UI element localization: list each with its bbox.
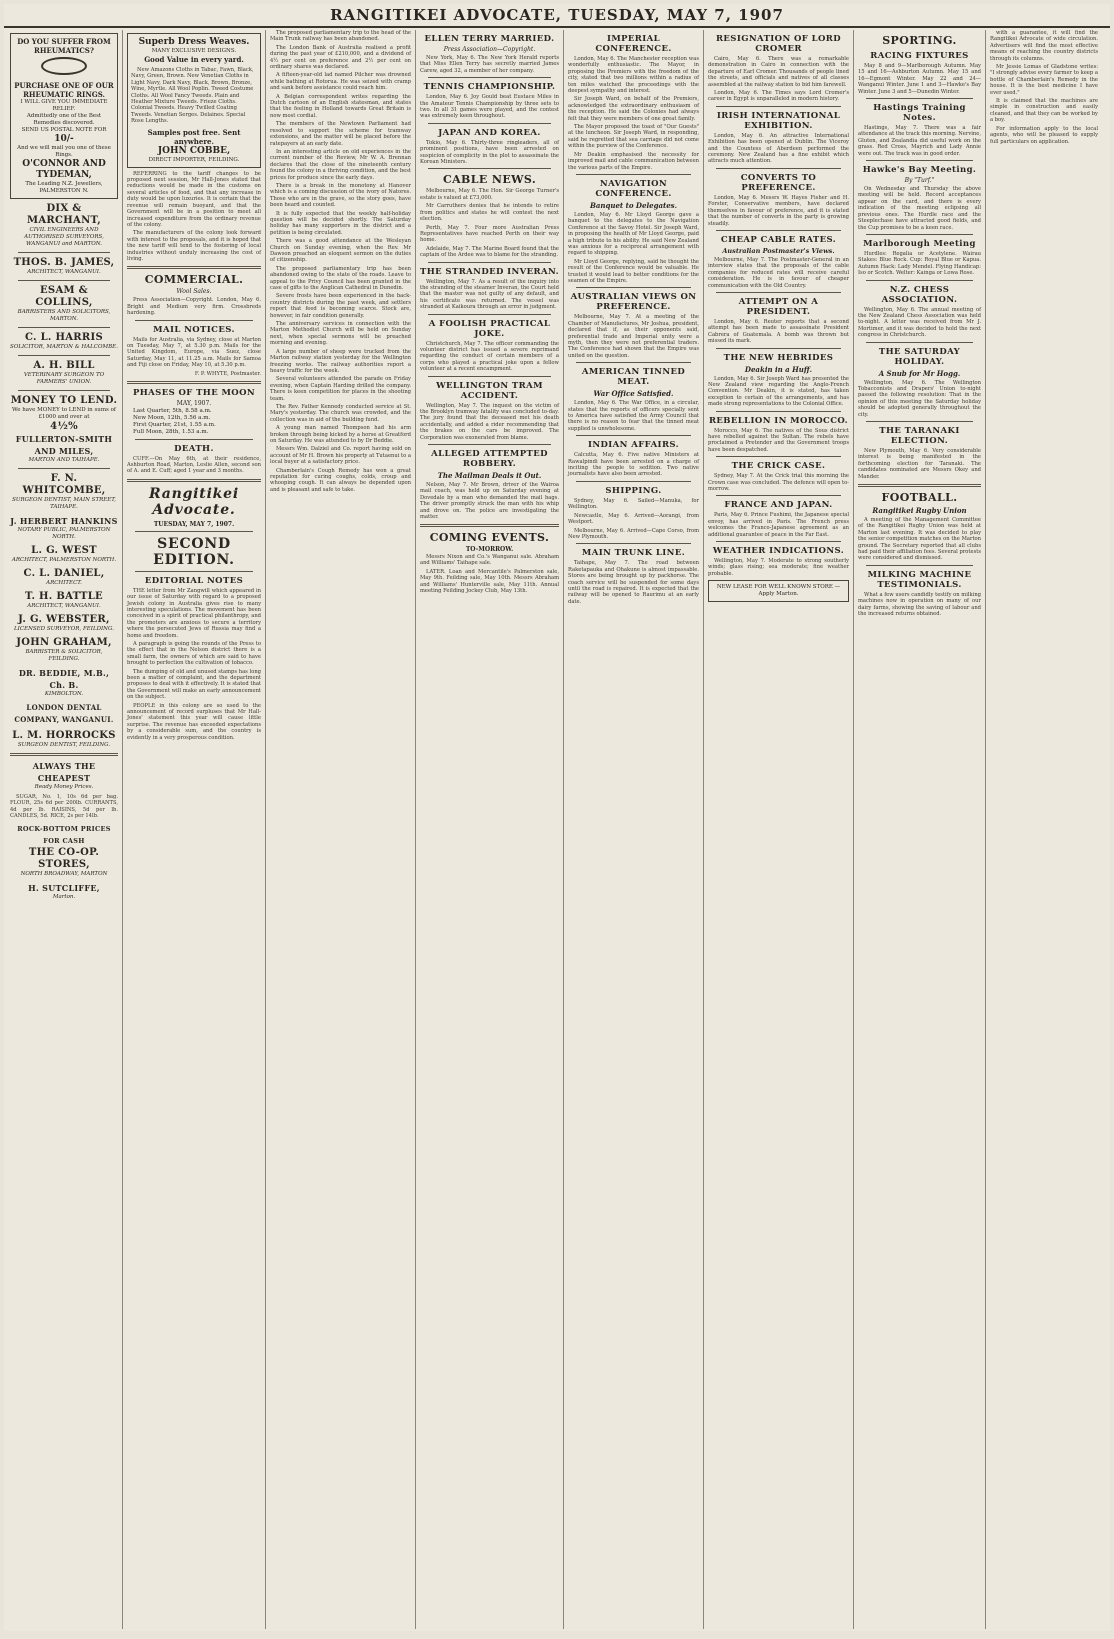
card-name: FULLERTON-SMITH AND MILES, bbox=[15, 434, 113, 456]
indian-affairs-heading: INDIAN AFFAIRS. bbox=[587, 440, 679, 451]
racing-fixtures-heading: RACING FIXTURES bbox=[870, 51, 969, 61]
card-sub: ARCHITECT. bbox=[46, 580, 82, 586]
money-rate: 4½% bbox=[50, 421, 78, 432]
divider bbox=[428, 168, 551, 169]
taranaki-body: New Plymouth, May 6. Very considerable interest is being manifested in the forthcoming election for Taranaki. The candidates nominated are Messrs Okey and Mander. bbox=[858, 448, 981, 480]
football-heading: FOOTBALL. bbox=[881, 491, 958, 505]
holiday-sub: A Snub for Mr Hogg. bbox=[878, 368, 961, 378]
divider bbox=[866, 234, 973, 235]
divider bbox=[127, 479, 261, 482]
second-edition: SECOND EDITION. bbox=[153, 535, 235, 568]
card-name: ROCK-BOTTOM PRICES FOR CASH bbox=[17, 824, 111, 845]
divider bbox=[135, 531, 253, 532]
navigation-sub: Banquet to Delegates. bbox=[589, 200, 678, 210]
cable-rates-heading: CHEAP CABLE RATES. bbox=[720, 234, 837, 245]
cable-news-heading: CABLE NEWS. bbox=[442, 173, 537, 187]
newspaper-page bbox=[4, 4, 1110, 1631]
ad-line: Good Value in every yard. bbox=[144, 55, 244, 64]
card-sub: SURGEON DENTIST, MAIN STREET, TAIHAPE. bbox=[12, 497, 116, 510]
card-sub: NOTARY PUBLIC, PALMERSTON NORTH. bbox=[17, 527, 111, 540]
rheumatic-ring-ad bbox=[10, 33, 118, 199]
ad-sub: MANY EXCLUSIVE DESIGNS. bbox=[151, 48, 237, 54]
divider bbox=[716, 230, 841, 231]
divider bbox=[428, 376, 551, 377]
cromer-heading: RESIGNATION OF LORD CROMER bbox=[715, 34, 842, 54]
editorial-body: THE letter from Mr Zangwill which appeared in our issue of Saturday with regard to a proposed Jewish colony in Australia gives rise to many interesting speculations. The movement has been conceived in a spirit of practical philanthropy, and the promoters are anxious to secure a territory where the persecuted Jews of Russia may find a home and freedom. A paragraph is going the rounds of the Press to the effect that in the Nelson district there is a small farm, the owners of which are said to have brought to perfection the cultivation of tobacco. The dumping of old and unused stamps has long been a matter of complaint, and the department proposes to deal with it effectively. It is stated that the Government will make an early announcement on the subject. PEOPLE in this colony are so used to the announcement of record surpluses that Mr Hall-Jones' statement this year will cause little surprise. The revenue has exceeded expectations by a considerable sum, and the country is evidently in a very prosperous condition. bbox=[127, 587, 261, 741]
card-sub: SURGEON DENTIST, FEILDING. bbox=[17, 742, 111, 748]
divider bbox=[135, 571, 253, 572]
weather-body: Wellington, May 7. Moderate to strong southerly winds; glass rising; sea moderate; fine weather probable. bbox=[708, 558, 849, 577]
divider bbox=[716, 168, 841, 169]
inveran-body: Wellington, May 7. As a result of the inquiry into the stranding of the steamer Inveran, the Court held that the master was not guilty of any default, and his certificate was returned. The vessel was stranded at Kaikoura through an error in judgment. bbox=[420, 278, 559, 311]
coming-events-body: Messrs Nixon and Co.'s Wanganui sale. Abraham and Williams' Taihape sale. LATER. Loan and Mercantile's Palmerston sale, May 9th. Feilding sale, May 10th. Messrs Abraham and Williams' Hunterville sale, May 11th. Annual meeting Feilding Jockey Club, May 13th. bbox=[420, 553, 559, 594]
rheum-line-2: I WILL GIVE YOU IMMEDIATE RELIEF. bbox=[20, 99, 108, 112]
tinned-meat-body: London, May 6. The War Office, in a circular, states that the reports of officers specially sent to America have satisfied the Army Council that there is no reason to fear that the tinned meat supplied is unwholesome. bbox=[568, 400, 699, 432]
hastings-heading: Hastings Training Notes. bbox=[873, 103, 966, 124]
rheum-line-1: PURCHASE ONE OF OUR RHEUMATIC RINGS. bbox=[14, 81, 114, 99]
oconnor-tydeman: O'CONNOR AND TYDEMAN, bbox=[22, 159, 106, 180]
japan-korea-heading: JAPAN AND KOREA. bbox=[438, 127, 541, 138]
divider bbox=[716, 348, 841, 349]
divider bbox=[420, 524, 559, 527]
hawkes-bay-body: On Wednesday and Thursday the above meeting will be held. Record acceptances appear on the card, and there is every indication of the meeting eclipsing all previous ones. The Hurdle race and the Steeplechase have attracted good fields, and the Cup promises to be a keen race. bbox=[858, 186, 981, 231]
morocco-body: Morocco, May 6. The natives of the Sous district have rebelled against the Sultan. The rebels have proclaimed a Pretender and the Government troops have been despatched. bbox=[708, 427, 849, 453]
column-1 bbox=[6, 30, 123, 1629]
tram-accident-body: Wellington, May 7. The inquest on the victim of the Brooklyn tramway fatality was concluded to-day. The jury found that the deceased met his death accidentally, and added a rider recommending that the brakes on the cars be improved. The Corporation was exonerated from blame. bbox=[420, 402, 559, 441]
column-8 bbox=[986, 30, 1102, 1629]
editorial-heading: EDITORIAL NOTES bbox=[144, 575, 244, 586]
milking-heading: MILKING MACHINE TESTIMONIALS. bbox=[867, 569, 972, 590]
divider bbox=[576, 362, 691, 363]
tram-accident-heading: WELLINGTON TRAM ACCIDENT. bbox=[436, 380, 543, 401]
masthead: RANGITIKEI ADVOCATE, TUESDAY, MAY 7, 1907 bbox=[4, 4, 1110, 28]
robbery-heading: ALLEGED ATTEMPTED ROBBERY. bbox=[431, 449, 548, 470]
card-name: J. G. WEBSTER, bbox=[18, 614, 110, 625]
ad-headline: Superb Dress Weaves. bbox=[138, 37, 250, 47]
card-esam-collins bbox=[10, 285, 118, 323]
divider bbox=[18, 355, 110, 356]
imperial-conference-heading: IMPERIAL CONFERENCE. bbox=[595, 34, 672, 54]
card-sub: Ready Money Prices. bbox=[34, 784, 94, 790]
card-name: C. L. HARRIS bbox=[24, 332, 104, 343]
cromer-body: Cairo, May 6. There was a remarkable demonstration in Cairo in connection with the departure of Earl Cromer. Thousands of people lined the streets, and officials and natives of all classes assembled at the railway station to bid him farewell. London, May 6. The Times says Lord Cromer's career in Egypt is unparalleled in modern history. bbox=[708, 56, 849, 103]
intro-paragraph: The proposed parliamentary trip to the head of the Main Trunk railway has been abandoned. bbox=[270, 30, 411, 43]
divider bbox=[10, 753, 118, 756]
divider bbox=[127, 381, 261, 384]
death-notice: CUFF.—On May 6th, at their residence, Ashburton Road, Marton, Leslie Allen, second son of A. and E. Cuff; aged 1 year and 3 months. bbox=[127, 455, 261, 475]
phases-heading: PHASES OF THE MOON bbox=[132, 388, 256, 398]
ad-firm-sub: DIRECT IMPORTER, FEILDING. bbox=[148, 156, 240, 163]
column-2 bbox=[123, 30, 266, 1629]
divider bbox=[428, 262, 551, 263]
marlborough-body: Hurdles: Regalia or Acetylene. Wairau Stakes: Blue Rock. Cup: Royal Blue or Kapua. Autumn Hack: Lady Mendel. Flying Handicap: Iso or Scotch. Welter: Kainga or Lowa Rose. bbox=[858, 250, 981, 277]
shipping-body: Sydney, May 6. Sailed—Manuka, for Wellington. Newcastle, May 6. Arrived—Aorangi, from Westport. Melbourne, May 6. Arrived—Cape Corso, from New Plymouth. bbox=[568, 497, 699, 540]
card-name: L. M. HORROCKS bbox=[12, 730, 116, 741]
card-name: T. H. BATTLE bbox=[25, 591, 103, 602]
divider bbox=[428, 314, 551, 315]
cable-news-body: Melbourne, May 6. The Hon. Sir George Turner's estate is valued at £73,000. Mr Carruthers denies that he intends to retire from politics and states he will contest the next election. Perth, May 7. Four more Australian Press Representatives have reached Perth on their way home. Adelaide, May 7. The Marine Board found that the captain of the Ardee was to blame for the stranding. bbox=[420, 188, 559, 259]
ad-list: New Amazons Cloths in Tabac, Fawn, Black, Navy, Green, Brown. New Venetian Cloths in Light Navy, Dark Navy, Black, Brown, Bronze, Wine, Myrtle. All Wool Poplin. Tweed Costume Cloths. All Wool Fancy Tweeds. Plain and Heather Mixture Tweeds. Frieze Cloths. Colonial Tweeds. Heavy Twilled Coating Tweeds. Venetian Serges. Delaines. Special Rose Lengths. bbox=[131, 67, 254, 125]
card-name: THOS. B. JAMES, bbox=[13, 257, 115, 268]
cable-rates-sub: Australian Postmaster's Views. bbox=[722, 246, 835, 255]
france-japan-body: Paris, May 6. Prince Fushimi, the Japanese special envoy, has arrived in Paris. The French press welcomes the Franco-Japanese agreement as an additional guarantee of peace in the Far East. bbox=[708, 512, 849, 538]
commercial-heading: COMMERCIAL. bbox=[144, 273, 244, 287]
divider bbox=[716, 495, 841, 496]
card-sub: We have MONEY to LEND in sums of £1000 and over at bbox=[12, 407, 116, 420]
phases-list bbox=[127, 408, 261, 436]
card-west bbox=[10, 545, 118, 564]
column-4 bbox=[416, 30, 564, 1629]
card-battle bbox=[10, 591, 118, 610]
morocco-heading: REBELLION IN MOROCCO. bbox=[708, 415, 849, 426]
imperial-conference-body: London, May 6. The Manchester reception was wonderfully enthusiastic. The Mayor, in proposing the Premiers with the freedom of the city, stated that two millions within a radius of ten miles watched the proceedings with the deepest sympathy and interest. Sir Joseph Ward, on behalf of the Premiers, acknowledged the extraordinary enthusiasm of the reception. He said the Colonies had always felt that they were members of one great family. The Mayor proposed the toast of "Our Guests" at the luncheon. Sir Joseph Ward, in responding, said he regretted that sea carriage did not come within the purview of the Conference. Mr Deakin emphasised the necessity for improved mail and cable communication between the various parts of the Empire. bbox=[568, 56, 700, 171]
president-body: London, May 6. Reuter reports that a second attempt has been made to assassinate President Cabrera of Guatemala. A bomb was thrown but missed its mark. bbox=[708, 318, 849, 345]
practical-joke-body: Christchurch, May 7. The officer commanding the volunteer district has issued a severe reprimand regarding the conduct of certain members of a corps who played a practical joke upon a fellow volunteer at a recent encampment. bbox=[420, 340, 559, 373]
divider bbox=[135, 439, 253, 440]
converts-heading: CONVERTS TO PREFERENCE. bbox=[740, 172, 817, 193]
milking-body: What a few users candidly testify on milking machines now in operation on many of our dairy farms, showing the saving of labour and the increased returns obtained. bbox=[858, 591, 981, 618]
cobbe-ad bbox=[127, 33, 261, 168]
cable-rates-body: Melbourne, May 7. The Postmaster-General in an interview states that the proposals of the cable companies for reduced rates will receive careful consideration. He is in favour of cheaper communication with the Old Country. bbox=[708, 256, 849, 289]
card-graham bbox=[10, 637, 118, 663]
card-name: JOHN GRAHAM, bbox=[16, 637, 112, 648]
column-8-text: with a guarantee, it will find the Rangitikei Advocate of wide circulation. Advertisers will find the most effective means of reaching the country districts through its columns. Mr Jessie Lomas of Gladstone writes: "I strongly advise every farmer to keep a bottle of Chamberlain's Remedy in the house. It is the best medicine I have ever used." It is claimed that the machines are simple in construction and easily cleaned, and that they can be worked by a boy. For information apply to the local agents, who will be pleased to supply full particulars on application. bbox=[990, 30, 1098, 145]
divider bbox=[18, 468, 110, 469]
card-webster bbox=[10, 614, 118, 633]
hawkes-bay-sub: By "Turf." bbox=[904, 177, 935, 185]
divider bbox=[866, 98, 973, 99]
mail-heading: MAIL NOTICES. bbox=[153, 324, 235, 335]
taranaki-heading: THE TARANAKI ELECTION. bbox=[879, 426, 960, 446]
divider bbox=[716, 292, 841, 293]
divider bbox=[866, 421, 973, 422]
divider bbox=[716, 456, 841, 457]
divider bbox=[866, 280, 973, 281]
football-sub: Rangitikei Rugby Union bbox=[872, 506, 967, 516]
divider bbox=[866, 342, 973, 343]
holiday-heading: THE SATURDAY HOLIDAY. bbox=[878, 346, 961, 367]
divider bbox=[858, 484, 981, 487]
hebrides-heading: THE NEW HEBRIDES bbox=[723, 352, 834, 363]
marlborough-heading: Marlborough Meeting bbox=[863, 238, 976, 249]
card-sub: VETERINARY SURGEON TO FARMERS' UNION. bbox=[23, 372, 105, 385]
main-trunk-body: Taihape, May 7. The road between Raketapauka and Ohakune is almost impassable. Stores are being brought up by packhorse. The coach service will be suspended for some days until the road is repaired. It is expected that the railway will be opened to Raurimu at an early date. bbox=[568, 560, 699, 605]
divider bbox=[576, 174, 691, 175]
paper-title: Rangitikei Advocate. bbox=[148, 485, 240, 518]
coming-events-sub: TO-MORROW. bbox=[465, 546, 514, 554]
death-heading: DEATH. bbox=[174, 443, 214, 454]
card-dix-marchant bbox=[10, 203, 118, 248]
card-name: J. HERBERT HANKINS bbox=[10, 516, 118, 526]
card-sub: ARCHITECT, WANGANUI. bbox=[27, 269, 101, 275]
robbery-sub: The Mailman Deals it Out. bbox=[437, 471, 542, 481]
card-sub: ARCHITECT, WANGANUI. bbox=[27, 603, 101, 609]
card-sub: MARTON AND TAIHAPE. bbox=[28, 457, 100, 463]
card-name: THE CO-OP. STORES, bbox=[28, 846, 100, 870]
australian-views-body: Melbourne, May 7. At a meeting of the Chamber of Manufactures, Mr Joshua, president, declared that if, as their opponents said, preferential trade and Imperial unity were a myth, then they were not preferential traders. The Conference had shown that the Empire was united on the question. bbox=[568, 314, 699, 359]
navigation-body: London, May 6. Mr Lloyd George gave a banquet to the delegates to the Navigation Conference at the Savoy Hotel. Sir Joseph Ward, in proposing the health of Mr Lloyd George, paid a high tribute to his ability. He said New Zealand was anxious for a reciprocal arrangement with regard to shipping. Mr Lloyd George, replying, said he thought the result of the Conference would be valuable. He trusted it would lead to better conditions for the seamen of the Empire. bbox=[568, 211, 699, 284]
holiday-body: Wellington, May 6. The Wellington Tobacconists and Drapers' Union to-night passed the following resolution: That in the opinion of this meeting the Saturday holiday should be adopted generally throughout the city. bbox=[858, 379, 981, 418]
card-money bbox=[10, 395, 118, 464]
commercial-sub: Wool Sales. bbox=[176, 288, 212, 296]
column-3-text: The proposed parliamentary trip to the head of the Main Trunk railway has been abandoned. The London Bank of Australia realised a profit during the past year of £210,000, and a dividend of 4½ per cent on preference and 2½ per cent on ordinary shares was declared. A fifteen-year-old lad named Pilcher was drowned while bathing at Rotorua. He was seized with cramp and sank before assistance could reach him. A Belgian correspondent writes regarding the Dutch cartoon of an English statesman, and states that the feeling in Holland towards Great Britain is now most cordial. The members of the Newtown Parliament had resolved to support the scheme for tramway extensions, and the matter will be placed before the ratepayers at an early date. In an interesting article on old experiences in the current number of the Review, Mr W. A. Brennan declares that the close of the nineteenth century found the colony in a thriving condition, and the best prices for produce since the early days. There is a break in the monotony at Hanover which is a coming discussion of the ivory of Natores. Those who are in the grave, so the story goes, have been heard and counted. It is fully expected that the weekly half-holiday question will be decided shortly. The Saturday holiday has many supporters in the district and a petition is being circulated. There was a good attendance at the Wesleyan Church on Sunday evening, when the Rev. Mr Dawson preached an eloquent sermon on the duties of citizenship. The proposed parliamentary trip has been abandoned owing to the state of the roads. Leave to appeal to the Privy Council has been granted in the case of gifts to the Anglican Cathedral in Dunedin. Severe frosts have been experienced in the back-country districts during the past week, and settlers report that feed is becoming scarce. Stock are, however, in fair condition generally. The anniversary services in connection with the Marton Methodist Church will be held on Sunday next, when special sermons will be preached morning and evening. A large number of sheep were trucked from the Marton railway station yesterday for the Wellington freezing works. The railway authorities report a heavy traffic for the week. Several volunteers attended the parade on Friday evening, when Captain Harding drilled the company. There is keen competition for places in the shooting team. The Rev. Father Kennedy conducted service at St. Mary's yesterday. The church was crowded, and the collection was in aid of the building fund. A young man named Thompson had his arm broken through being kicked by a horse at Greatford on Saturday. He was attended to by Dr Beddie. Messrs Wm. Dalziel and Co. report having sold on account of Mr H. Brown his property at Tutaenui to a local buyer at a satisfactory price. Chamberlain's Cough Remedy has won a great reputation for curing coughs, colds, croup and whooping cough. It can always be depended upon and is pleasant and safe to take. bbox=[270, 30, 411, 493]
paper-date: TUESDAY, MAY 7, 1907. bbox=[153, 520, 235, 528]
card-sub: KIMBOLTON. bbox=[44, 691, 84, 697]
shipping-heading: SHIPPING. bbox=[605, 485, 662, 496]
football-body: A meeting of the Management Committee of the Rangitikei Rugby Union was held at Marton last evening. It was decided to play the senior competition matches on the Marton ground. The Secretary reported that all clubs had paid their affiliation fees. Several protests were considered and dismissed. bbox=[858, 517, 981, 562]
divider bbox=[716, 106, 841, 107]
divider bbox=[18, 327, 110, 328]
divider bbox=[18, 390, 110, 391]
card-name: MONEY TO LEND. bbox=[10, 395, 118, 406]
card-name: A. H. BILL bbox=[33, 360, 95, 371]
racing-fixtures-body: May 8 and 9—Marlborough Autumn. May 15 and 16—Ashburton Autumn. May 15 and 16—Egmont Winter. May 22 and 24—Wanganui Winter. June 1 and 3—Hawke's Bay Winter. June 3 and 5—Dunedin Winter. bbox=[858, 63, 981, 95]
divider bbox=[866, 565, 973, 566]
indian-affairs-body: Calcutta, May 6. Five native Ministers at Rawalpindi have been arrested on a charge of inciting the people to sedition. Two native journalists have also been arrested. bbox=[568, 452, 699, 478]
card-name: F. N. WHITCOMBE, bbox=[22, 473, 106, 496]
rheum-line-5: And we will mail you one of these Rings. bbox=[17, 145, 111, 158]
president-heading: ATTEMPT ON A PRESIDENT. bbox=[738, 296, 819, 317]
tariff-article: REFERRING to the tariff changes to be proposed next session, Mr Hall-Jones stated that reductions would be made in the customs on several articles of food, and that any increase in duty would be upon luxuries. It is certain that the revenue will remain buoyant, and that the Government will be in a position to meet all increased expenditure from the ordinary revenue of the colony. The manufacturers of the colony look forward with interest to the proposals, and it is hoped that the new tariff will tend to the fostering of local industries without unduly increasing the cost of living. bbox=[127, 170, 261, 262]
divider bbox=[576, 287, 691, 288]
tinned-meat-heading: AMERICAN TINNED MEAT. bbox=[581, 367, 686, 388]
card-name: LONDON DENTAL COMPANY, WANGANUI. bbox=[14, 703, 114, 724]
hawkes-bay-heading: Hawke's Bay Meeting. bbox=[862, 165, 977, 176]
navigation-heading: NAVIGATION CONFERENCE. bbox=[595, 178, 672, 199]
phase-row: Full Moon, 28th, 1.53 a.m. bbox=[133, 428, 209, 435]
phase-row: Last Quarter, 5th, 8.58 a.m. bbox=[133, 407, 212, 414]
divider bbox=[576, 435, 691, 436]
japan-korea-body: Tokio, May 6. Thirty-three ringleaders, all of prominent positions, have been arrested on suspicion of complicity in the plot to assassinate the Korean Ministers. bbox=[420, 139, 559, 166]
columns bbox=[6, 30, 1108, 1629]
card-name: C. L. DANIEL, bbox=[23, 568, 105, 579]
card-whitcombe bbox=[10, 473, 118, 511]
column-5 bbox=[564, 30, 704, 1629]
inveran-heading: THE STRANDED INVERAN. bbox=[420, 266, 559, 277]
converts-body: London, May 6. Messrs W. Hayes Fisher and H. Forster, Conservative members, have declared themselves in favour of preference, and it is stated that the number of converts in the party is growing steadily. bbox=[708, 194, 849, 227]
tennis-body: London, May 6. Joy Gould beat Eustace Miles in the Amateur Tennis Championship by three sets to two. In all 31 games were played, and the contest was extremely keen throughout. bbox=[420, 94, 559, 120]
card-harris bbox=[10, 332, 118, 351]
divider bbox=[716, 411, 841, 412]
tinned-meat-sub: War Office Satisfied. bbox=[593, 389, 674, 399]
wool-report: Press Association—Copyright. London, May 6. Bright and Medium very firm. Crossbreds hardening. bbox=[127, 297, 261, 317]
card-sub: NORTH BROADWAY, MARTON bbox=[20, 870, 108, 877]
main-trunk-heading: MAIN TRUNK LINE. bbox=[581, 548, 686, 559]
card-london-dental bbox=[10, 702, 118, 726]
practical-joke-heading: A FOOLISH PRACTICAL JOKE. bbox=[428, 318, 551, 339]
divider bbox=[428, 444, 551, 445]
divider bbox=[428, 77, 551, 78]
ad-foot: Samples post free. Sent anywhere. bbox=[147, 127, 241, 146]
sporting-heading: SPORTING. bbox=[882, 34, 957, 47]
australian-views-heading: AUSTRALIAN VIEWS ON PREFERENCE. bbox=[570, 292, 697, 313]
card-name: DIX & MARCHANT, bbox=[27, 203, 101, 226]
tennis-heading: TENNIS CHAMPIONSHIP. bbox=[423, 82, 556, 93]
divider bbox=[576, 543, 691, 544]
rheum-line-3: Admittedly one of the Best Remedies discovered. bbox=[26, 113, 102, 126]
irish-exhibition-body: London, May 6. An attractive International Exhibition has been opened at Dublin. The Viceroy and the Countess of Aberdeen performed the ceremony. New Zealand has a fine exhibit which attracts much attention. bbox=[708, 132, 849, 165]
rheum-headline: DO YOU SUFFER FROM RHEUMATICS? bbox=[17, 37, 111, 55]
card-name: DR. BEDDIE, M.B., Ch. B. bbox=[18, 668, 110, 690]
card-name: L. G. WEST bbox=[31, 545, 97, 556]
chess-heading: N.Z. CHESS ASSOCIATION. bbox=[881, 284, 958, 305]
hebrides-sub: Deakin in a Huff. bbox=[744, 364, 813, 374]
crick-body: Sydney, May 7. At the Crick trial this morning the Crown case was concluded. The defence will open to-morrow. bbox=[708, 473, 849, 493]
card-sub: CIVIL ENGINEERS AND AUTHORISED SURVEYORS, WANGANUI and MARTON. bbox=[24, 227, 104, 247]
card-sub: LICENSED SURVEYOR, FEILDING. bbox=[14, 626, 114, 632]
irish-exhibition-heading: IRISH INTERNATIONAL EXHIBITION. bbox=[716, 110, 841, 131]
rheum-line-4: SEND US POSTAL NOTE FOR bbox=[21, 127, 107, 133]
card-sub: BARRISTER & SOLICITOR, FEILDING. bbox=[25, 649, 103, 662]
card-name: ESAM & COLLINS, bbox=[35, 285, 93, 308]
divider bbox=[866, 160, 973, 161]
divider bbox=[18, 252, 110, 253]
phase-row: New Moon, 12th, 5.56 a.m. bbox=[133, 414, 211, 421]
coming-events-heading: COMING EVENTS. bbox=[429, 531, 550, 545]
column-7 bbox=[854, 30, 986, 1629]
card-name: ALWAYS THE CHEAPEST bbox=[32, 761, 96, 783]
mail-notices: Mails for Australia, via Sydney, close at Marton on Tuesday, May 7, at 5.30 p.m. Mails for the United Kingdom, Europe, via Suez, close Saturday, May 11, at 11.25 a.m. Mails for Samoa and Fiji close on Friday, May 10, at 5.30 p.m. F. P. WHYTE, Postmaster. bbox=[127, 336, 261, 377]
price-list: SUGAR, No. 1, 10s 6d per bag. FLOUR, 25s 6d per 200lb. CURRANTS, 4d per lb. RAISINS, 5d per lb. CANDLES, 5d. RICE, 2s per 14lb. bbox=[10, 794, 118, 820]
card-bill bbox=[10, 360, 118, 386]
divider bbox=[428, 123, 551, 124]
divider bbox=[135, 320, 253, 321]
crick-heading: THE CRICK CASE. bbox=[731, 461, 826, 472]
divider bbox=[127, 266, 261, 269]
card-coop bbox=[10, 760, 118, 901]
weather-heading: WEATHER INDICATIONS. bbox=[712, 546, 845, 557]
ellen-terry-heading: ELLEN TERRY MARRIED. bbox=[424, 34, 555, 44]
divider bbox=[576, 481, 691, 482]
card-hankins bbox=[10, 515, 118, 541]
chess-body: Wellington, May 6. The annual meeting of the New Zealand Chess Association was held to-night. A letter was received from Mr J. Mortimer, and it was decided to hold the next congress in Christchurch. bbox=[858, 306, 981, 339]
card-sub: SOLICITOR, MARTON & HALCOMBE. bbox=[10, 344, 118, 350]
column-3 bbox=[266, 30, 416, 1629]
card-sub: BARRISTERS AND SOLICITORS, MARTON. bbox=[17, 309, 111, 322]
column-6 bbox=[704, 30, 854, 1629]
card-sub: ARCHITECT, PALMERSTON NORTH. bbox=[11, 557, 117, 563]
ellen-terry-body: New York, May 6. The New York Herald reports that Miss Ellen Terry has secretly married James Carew, aged 32, a member of her company. bbox=[420, 55, 559, 74]
oconnor-tydeman-sub: The Leading N.Z. Jewellers, PALMERSTON N. bbox=[25, 181, 103, 194]
rheum-price: 10/- bbox=[54, 134, 74, 144]
press-credit: Press Association—Copyright. bbox=[443, 46, 536, 53]
phases-month: MAY, 1907. bbox=[176, 400, 212, 407]
card-name: H. SUTCLIFFE, bbox=[28, 882, 100, 893]
ad-firm: JOHN COBBE, bbox=[157, 145, 231, 156]
france-japan-heading: FRANCE AND JAPAN. bbox=[724, 500, 833, 511]
lease-text: NEW LEASE FOR WELL KNOWN STORE — Apply Marton. bbox=[716, 584, 841, 598]
robbery-body: Nelson, May 7. Mr Brown, driver of the Wairoa mail coach, was held up on Saturday evening at Dovedale by a man who demanded the mail bags. The driver promptly struck the man with his whip and drove on. The police are investigating the matter. bbox=[420, 482, 559, 521]
card-beddie bbox=[10, 667, 118, 698]
card-horrocks bbox=[10, 730, 118, 749]
card-daniel bbox=[10, 568, 118, 587]
card-james bbox=[10, 257, 118, 276]
hastings-body: Hastings, May 7. There was a fair attendance at the track this morning. Nervine, Gluten, and Zealandia did useful work on the grass. Red Cross, Mayrich and Lady Annie were out. The track was in good order. bbox=[858, 125, 981, 157]
phase-row: First Quarter, 21st, 1.55 a.m. bbox=[133, 421, 216, 428]
ring-icon bbox=[41, 57, 87, 75]
hebrides-body: London, May 6. Sir Joseph Ward has presented the New Zealand view regarding the Anglo-French Convention. Mr Deakin, it is stated, has taken exception to certain of the arrangements, and has made strong representations to the Colonial Office. bbox=[708, 375, 849, 408]
card-sub: Marton. bbox=[52, 893, 76, 900]
divider bbox=[716, 541, 841, 542]
lease-ad bbox=[708, 580, 849, 602]
divider bbox=[18, 280, 110, 281]
